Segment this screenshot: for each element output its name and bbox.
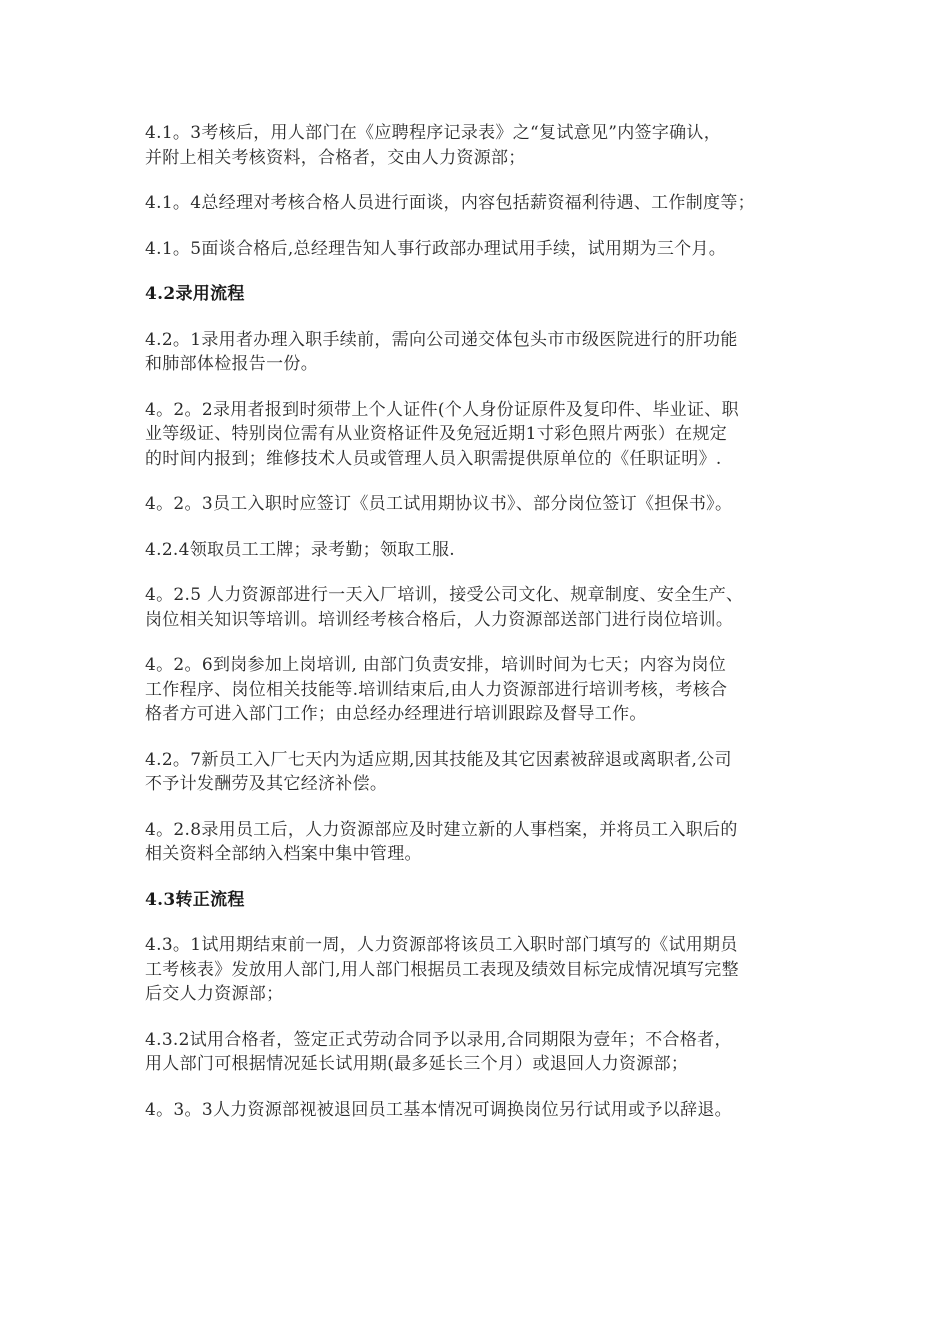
text-line: 4.3.2试用合格者，签定正式劳动合同予以录用,合同期限为壹年；不合格者， [145,1029,732,1050]
heading-text: 4.2录用流程 [145,284,245,304]
text-line: 4.1。4总经理对考核合格人员进行面谈，内容包括薪资福利待遇、工作制度等； [145,193,755,213]
text-line: 和肺部体检报告一份。 [145,354,318,374]
text-line: 4.2.4领取员工工牌；录考勤；领取工服. [145,539,455,560]
text-line: 的时间内报到；维修技术人员或管理人员入职需提供原单位的《任职证明》. [145,448,722,469]
section-heading-4-2 [145,282,815,307]
text-line: 4.3。1试用期结束前一周，人力资源部将该员工入职时部门填写的《试用期员 [145,935,738,955]
paragraph-4-2-3 [145,492,815,517]
text-line: 格者方可进入部门工作；由总经办经理进行培训跟踪及督导工作。 [145,704,647,724]
section-heading-4-3 [145,888,815,913]
paragraph-4-2-5 [145,583,815,632]
paragraph-4-1-5 [145,237,815,262]
text-line: 并附上相关考核资料，合格者，交由人力资源部； [145,147,526,168]
text-line: 后交人力资源部； [145,984,284,1004]
text-line: 4.1。3考核后，用人部门在《应聘程序记录表》之“复试意见”内签字确认， [145,123,722,143]
text-line: 4。2。2录用者报到时须带上个人证件(个人身份证原件及复印件、毕业证、职 [145,399,739,420]
paragraph-4-3-3 [145,1098,815,1123]
paragraph-4-2-6 [145,653,815,727]
paragraph-4-1-4 [145,191,815,216]
text-line: 岗位相关知识等培训。培训经考核合格后，人力资源部送部门进行岗位培训。 [145,609,734,630]
paragraph-4-2-4 [145,538,815,563]
text-line: 相关资料全部纳入档案中集中管理。 [145,844,422,864]
text-line: 用人部门可根据情况延长试用期(最多延长三个月）或退回人力资源部； [145,1054,689,1074]
paragraph-4-2-1 [145,328,815,377]
text-line: 4。3。3人力资源部视被退回员工基本情况可调换岗位另行试用或予以辞退。 [145,1099,732,1120]
text-line: 4。2.8录用员工后，人力资源部应及时建立新的人事档案，并将员工入职后的 [145,819,738,840]
heading-text: 4.3转正流程 [145,889,245,910]
text-line: 4。2。6到岗参加上岗培训, 由部门负责安排，培训时间为七天；内容为岗位 [145,655,727,675]
text-line: 4.1。5面谈合格后,总经理告知人事行政部办理试用手续，试用期为三个月。 [145,238,727,259]
text-line: 工考核表》发放用人部门,用人部门根据员工表现及绩效目标完成情况填写完整 [145,959,739,980]
text-line: 4。2.5 人力资源部进行一天入厂培训，接受公司文化、规章制度、安全生产、 [145,585,744,605]
text-line: 4.2。1录用者办理入职手续前，需向公司递交体包头市市级医院进行的肝功能 [145,329,738,350]
document-body [145,121,815,1143]
text-line: 业等级证、特别岗位需有从业资格证件及免冠近期1寸彩色照片两张）在规定 [145,424,728,444]
paragraph-4-3-1 [145,933,815,1007]
paragraph-4-1-3 [145,121,815,170]
text-line: 4.2。7新员工入厂七天内为适应期,因其技能及其它因素被辞退或离职者,公司 [145,749,732,770]
text-line: 工作程序、岗位相关技能等.培训结束后,由人力资源部进行培训考核，考核合 [145,679,728,700]
text-line: 4。2。3员工入职时应签订《员工试用期协议书》、部分岗位签订《担保书》。 [145,494,733,514]
paragraph-4-3-2 [145,1028,815,1077]
paragraph-4-2-2 [145,398,815,472]
paragraph-4-2-8 [145,818,815,867]
text-line: 不予计发酬劳及其它经济补偿。 [145,774,388,794]
paragraph-4-2-7 [145,748,815,797]
